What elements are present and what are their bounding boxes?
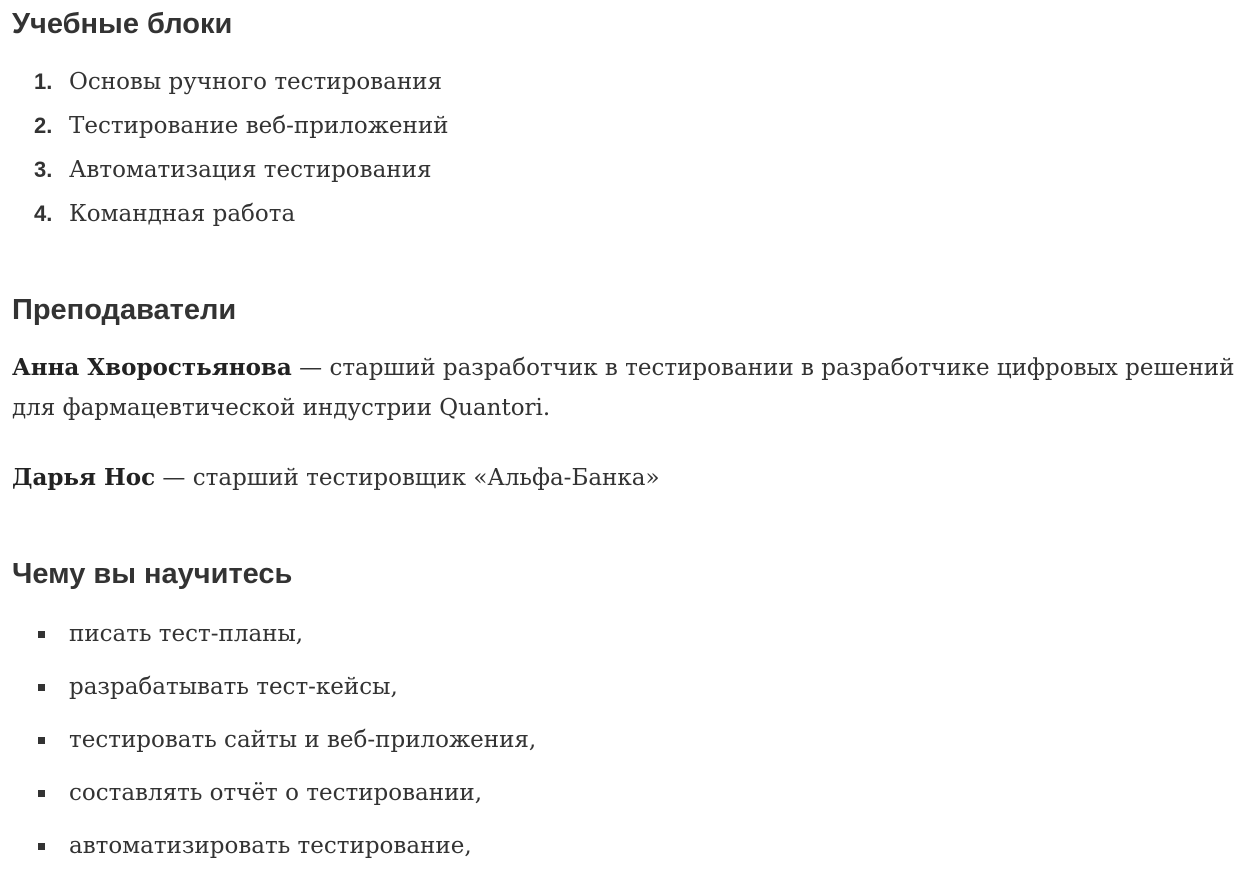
square-bullet-icon xyxy=(38,737,45,744)
list-item xyxy=(12,820,536,873)
teacher-paragraph xyxy=(12,458,1248,498)
square-bullet-icon xyxy=(38,843,45,850)
list-item-text: Командная работа xyxy=(69,201,296,227)
list-item-text: автоматизировать тестирование, xyxy=(69,833,472,859)
section-heading-learn: Чему вы научитесь xyxy=(12,558,293,590)
list-item-number: 1. xyxy=(34,69,53,94)
list-item-text: разрабатывать тест-кейсы, xyxy=(69,674,398,700)
teacher-name: Дарья Нос xyxy=(12,464,156,491)
teacher-name: Анна Хворостьянова xyxy=(12,354,292,381)
list-item xyxy=(12,192,448,236)
list-item-text: Основы ручного тестирования xyxy=(69,69,442,95)
list-item xyxy=(12,714,536,767)
list-item xyxy=(12,767,536,820)
square-bullet-icon xyxy=(38,790,45,797)
square-bullet-icon xyxy=(38,684,45,691)
teacher-paragraph xyxy=(12,348,1248,428)
list-item-text: Автоматизация тестирования xyxy=(69,157,432,183)
section-heading-teachers: Преподаватели xyxy=(12,294,237,326)
list-item xyxy=(12,608,536,661)
list-item-text: тестировать сайты и веб-приложения, xyxy=(69,727,537,753)
list-item-text: писать тест-планы, xyxy=(69,621,304,647)
list-item-number: 3. xyxy=(34,157,53,182)
section-heading-blocks: Учебные блоки xyxy=(12,8,233,40)
list-item xyxy=(12,661,536,714)
list-item-number: 4. xyxy=(34,201,53,226)
list-item-number: 2. xyxy=(34,113,53,138)
teacher-description: — старший разработчик в тестировании в разработчике цифровых решений для фармацевтической индустрии Quantori. xyxy=(12,355,1235,421)
list-item xyxy=(12,104,448,148)
skills-list xyxy=(12,608,536,873)
list-item-text: составлять отчёт о тестировании, xyxy=(69,780,483,806)
list-item-text: Тестирование веб-приложений xyxy=(69,113,449,139)
square-bullet-icon xyxy=(38,631,45,638)
teacher-description: — старший тестировщик «Альфа-Банка» xyxy=(155,465,660,491)
list-item xyxy=(12,148,448,192)
list-item xyxy=(12,60,448,104)
blocks-list xyxy=(12,60,448,236)
